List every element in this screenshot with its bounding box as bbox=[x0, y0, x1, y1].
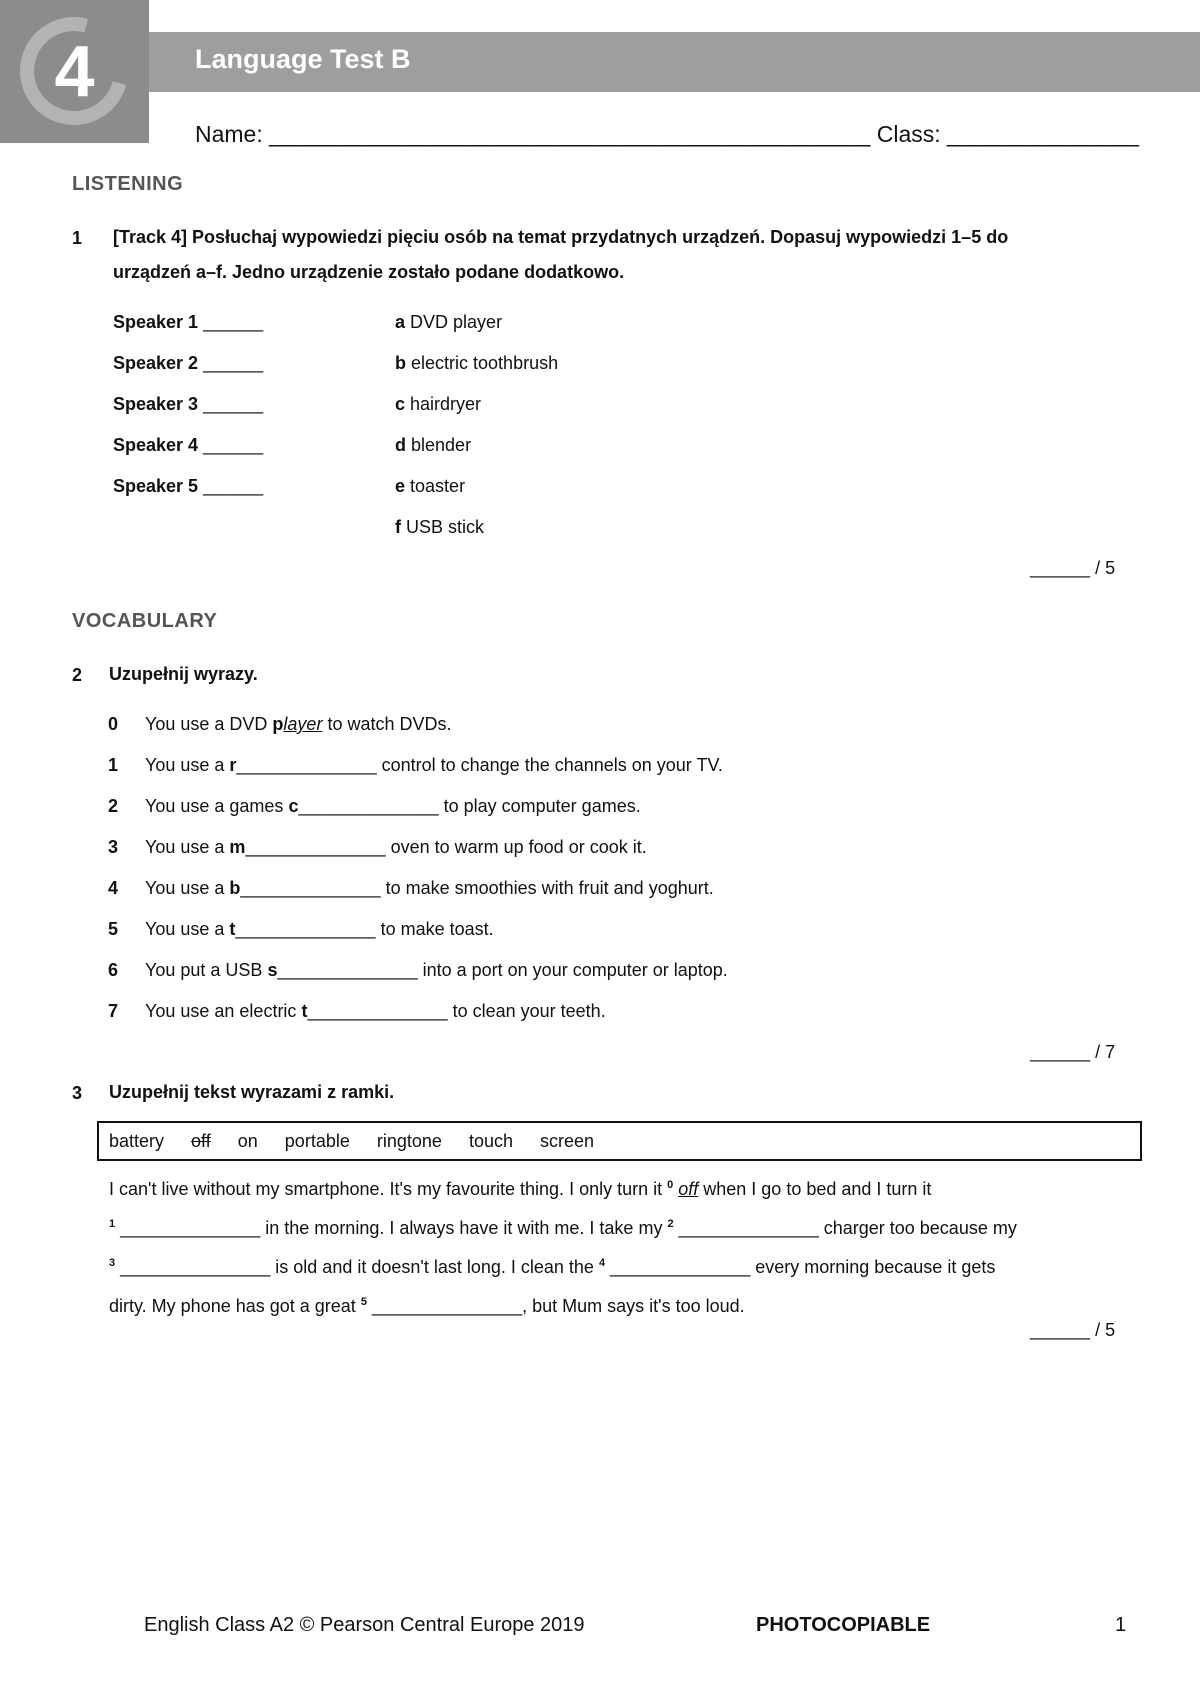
word-box-item-used: off bbox=[191, 1131, 211, 1151]
answer-blank[interactable]: ______________ charger too because my bbox=[673, 1218, 1017, 1238]
word-box-words bbox=[109, 1131, 616, 1152]
example-answer: off bbox=[678, 1179, 699, 1199]
answer-blank[interactable]: ______________ bbox=[236, 755, 377, 775]
listening-heading: LISTENING bbox=[72, 173, 184, 195]
class-blank: _______________ bbox=[947, 121, 1139, 147]
q1-instruction-line2: urządzeń a–f. Jedno urządzenie zostało podane dodatkowo. bbox=[113, 262, 625, 282]
word-box-item: battery bbox=[109, 1131, 165, 1151]
name-class-line bbox=[195, 121, 1139, 148]
q2-score: ______ / 7 bbox=[1030, 1042, 1116, 1062]
unit-number: 4 bbox=[54, 32, 95, 112]
word-box-item: portable bbox=[284, 1131, 350, 1151]
name-label: Name: bbox=[195, 121, 263, 147]
word-box-item: ringtone bbox=[376, 1131, 442, 1151]
speaker-list bbox=[113, 312, 263, 517]
speaker-row bbox=[113, 435, 263, 476]
answer-blank[interactable]: ______ bbox=[203, 435, 264, 455]
q2-instruction: Uzupełnij wyrazy. bbox=[109, 664, 258, 684]
list-item: 5 You use a t______________ to make toast. bbox=[108, 919, 494, 939]
option-item: d blender bbox=[395, 435, 472, 455]
name-blank: _______________________________________________ bbox=[269, 121, 871, 147]
word-box-item: on bbox=[237, 1131, 258, 1151]
text-line: I can't live without my smartphone. It's my favourite thing. I only turn it $^0$ off when I go to bed and I turn it bbox=[109, 1179, 932, 1199]
vocabulary-heading: VOCABULARY bbox=[72, 610, 218, 632]
answer-blank[interactable]: ______ bbox=[203, 394, 264, 414]
word-box bbox=[97, 1121, 1142, 1161]
speaker-label: Speaker 1 bbox=[113, 312, 199, 332]
speaker-label: Speaker 2 bbox=[113, 353, 199, 373]
speaker-row bbox=[113, 394, 263, 435]
q1-instruction-line1: [Track 4] Posłuchaj wypowiedzi pięciu osób na temat przydatnych urządzeń. Dopasuj wypowiedzi 1–5 do bbox=[113, 227, 1009, 247]
footer-page-number: 1 bbox=[1115, 1614, 1127, 1636]
speaker-label: Speaker 4 bbox=[113, 435, 199, 455]
q3-score: ______ / 5 bbox=[1030, 1320, 1116, 1340]
list-item: 1 You use a r______________ control to change the channels on your TV. bbox=[108, 755, 723, 775]
q1-number: 1 bbox=[72, 228, 83, 248]
q2-items bbox=[108, 714, 728, 1042]
answer-blank[interactable]: ______________ bbox=[235, 919, 376, 939]
gap-fill-text bbox=[109, 1168, 1159, 1324]
example-answer: layer bbox=[283, 714, 323, 734]
q3-number: 3 bbox=[72, 1083, 83, 1103]
footer-copyright: English Class A2 © Pearson Central Europe 2019 bbox=[144, 1614, 585, 1636]
word-box-item: screen bbox=[540, 1131, 595, 1151]
answer-blank[interactable]: ______ bbox=[203, 312, 264, 332]
option-item: c hairdryer bbox=[395, 394, 482, 414]
option-list bbox=[395, 312, 558, 558]
list-item: 7 You use an electric t______________ to clean your teeth. bbox=[108, 1001, 606, 1021]
answer-blank[interactable]: ______ bbox=[203, 353, 264, 373]
word-box-item: touch bbox=[468, 1131, 513, 1151]
answer-blank[interactable]: ______________ every morning because it gets bbox=[605, 1257, 996, 1277]
option-item: e toaster bbox=[395, 476, 466, 496]
q1-instruction bbox=[113, 220, 1143, 290]
answer-blank[interactable]: ______ bbox=[203, 476, 264, 496]
answer-blank[interactable]: ______________ bbox=[298, 796, 439, 816]
option-item: a DVD player bbox=[395, 312, 503, 332]
text-line: dirty. My phone has got a great $^5$ _______________, but Mum says it's too loud. bbox=[109, 1296, 745, 1316]
list-item: 3 You use a m______________ oven to warm up food or cook it. bbox=[108, 837, 647, 857]
q2-number: 2 bbox=[72, 665, 83, 685]
answer-blank[interactable]: ______________ in the morning. I always have it with me. I take my bbox=[115, 1218, 668, 1238]
answer-blank[interactable]: ______________ bbox=[277, 960, 418, 980]
unit-badge bbox=[0, 0, 149, 143]
speaker-label: Speaker 3 bbox=[113, 394, 199, 414]
text-line: $^3$ _______________ is old and it doesn't last long. I clean the $^4$ ______________ every morning because it gets bbox=[109, 1257, 996, 1277]
speaker-row bbox=[113, 312, 263, 353]
list-item: 6 You put a USB s______________ into a port on your computer or laptop. bbox=[108, 960, 728, 980]
option-item: b electric toothbrush bbox=[395, 353, 559, 373]
answer-blank[interactable]: _______________, but Mum says it's too loud. bbox=[366, 1296, 745, 1316]
q1-score: ______ / 5 bbox=[1030, 558, 1116, 578]
footer-photocopiable: PHOTOCOPIABLE bbox=[756, 1614, 931, 1636]
class-label: Class: bbox=[876, 121, 941, 147]
list-item: 2 You use a games c______________ to play computer games. bbox=[108, 796, 641, 816]
option-item: f USB stick bbox=[395, 517, 485, 537]
speaker-row bbox=[113, 476, 263, 517]
text-line: $^1$ ______________ in the morning. I always have it with me. I take my $^2$ ______________ charger too because my bbox=[109, 1218, 1017, 1238]
speaker-row bbox=[113, 353, 263, 394]
answer-blank[interactable]: ______________ bbox=[245, 837, 386, 857]
speaker-label: Speaker 5 bbox=[113, 476, 199, 496]
list-item: 4 You use a b______________ to make smoothies with fruit and yoghurt. bbox=[108, 878, 714, 898]
answer-blank[interactable]: _______________ is old and it doesn't last long. I clean the bbox=[115, 1257, 599, 1277]
page-title: Language Test B bbox=[195, 44, 411, 74]
answer-blank[interactable]: ______________ bbox=[240, 878, 381, 898]
q3-instruction: Uzupełnij tekst wyrazami z ramki. bbox=[109, 1082, 395, 1102]
list-item: 0 You use a DVD player to watch DVDs. bbox=[108, 714, 452, 734]
answer-blank[interactable]: ______________ bbox=[307, 1001, 448, 1021]
